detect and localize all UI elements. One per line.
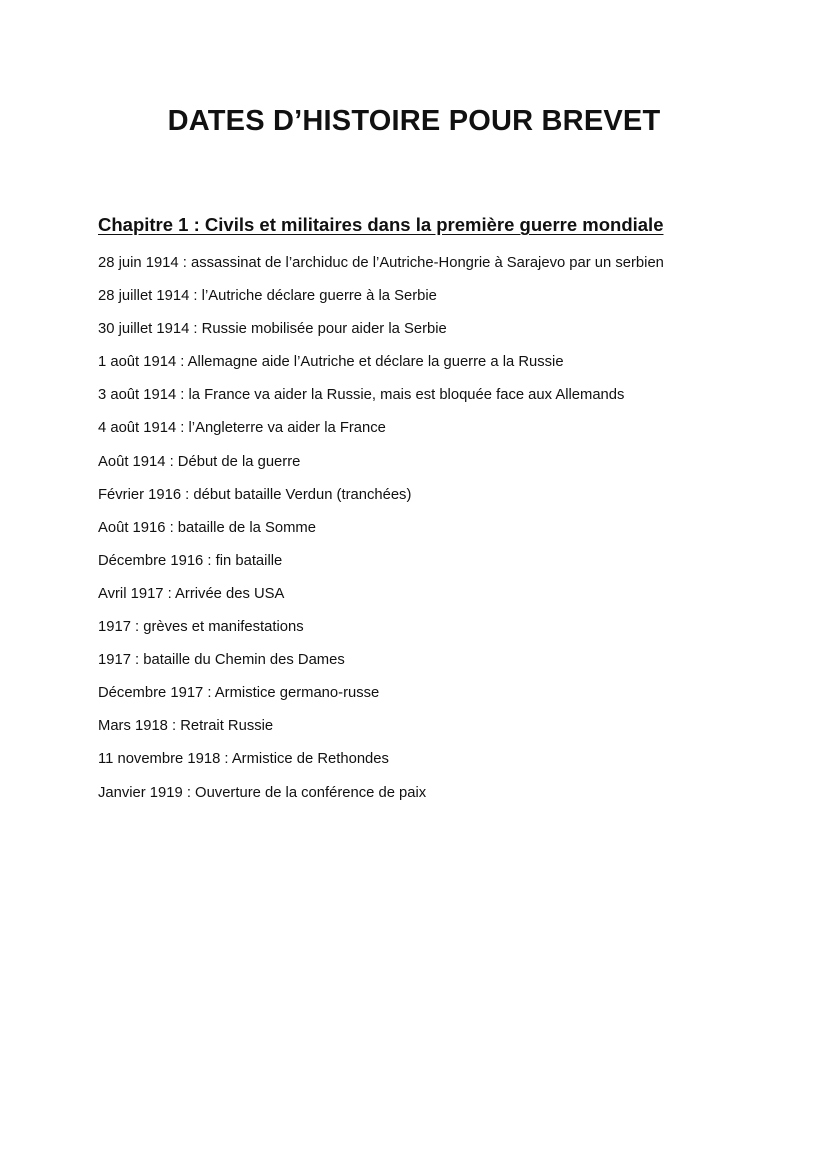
event-item: Avril 1917 : Arrivée des USA bbox=[98, 585, 285, 602]
chapter-heading: Chapitre 1 : Civils et militaires dans la première guerre mondiale bbox=[98, 214, 664, 235]
event-item: 1917 : grèves et manifestations bbox=[98, 619, 304, 636]
event-item: 3 août 1914 : la France va aider la Russie, mais est bloquée face aux Allemands bbox=[98, 387, 625, 404]
event-item: 1917 : bataille du Chemin des Dames bbox=[98, 652, 345, 669]
event-item: 11 novembre 1918 : Armistice de Rethondes bbox=[98, 751, 389, 768]
event-item: Mars 1918 : Retrait Russie bbox=[98, 718, 274, 735]
event-item: Janvier 1919 : Ouverture de la conférence de paix bbox=[98, 784, 427, 801]
event-item: Décembre 1916 : fin bataille bbox=[98, 552, 283, 569]
event-item: 4 août 1914 : l’Angleterre va aider la France bbox=[98, 420, 386, 437]
event-list bbox=[98, 251, 798, 814]
event-item: 30 juillet 1914 : Russie mobilisée pour aider la Serbie bbox=[98, 321, 447, 338]
event-item: 28 juillet 1914 : l’Autriche déclare guerre à la Serbie bbox=[98, 288, 437, 305]
event-item: Août 1916 : bataille de la Somme bbox=[98, 519, 316, 536]
event-item: Août 1914 : Début de la guerre bbox=[98, 453, 301, 470]
event-item: 28 juin 1914 : assassinat de l’archiduc de l’Autriche-Hongrie à Sarajevo par un serbien bbox=[98, 255, 664, 271]
document-title: DATES D’HISTOIRE POUR BREVET bbox=[167, 105, 661, 137]
event-item: Février 1916 : début bataille Verdun (tranchées) bbox=[98, 486, 412, 503]
event-item: Décembre 1917 : Armistice germano-russe bbox=[98, 685, 380, 702]
event-item: 1 août 1914 : Allemagne aide l’Autriche et déclare la guerre a la Russie bbox=[98, 354, 564, 371]
